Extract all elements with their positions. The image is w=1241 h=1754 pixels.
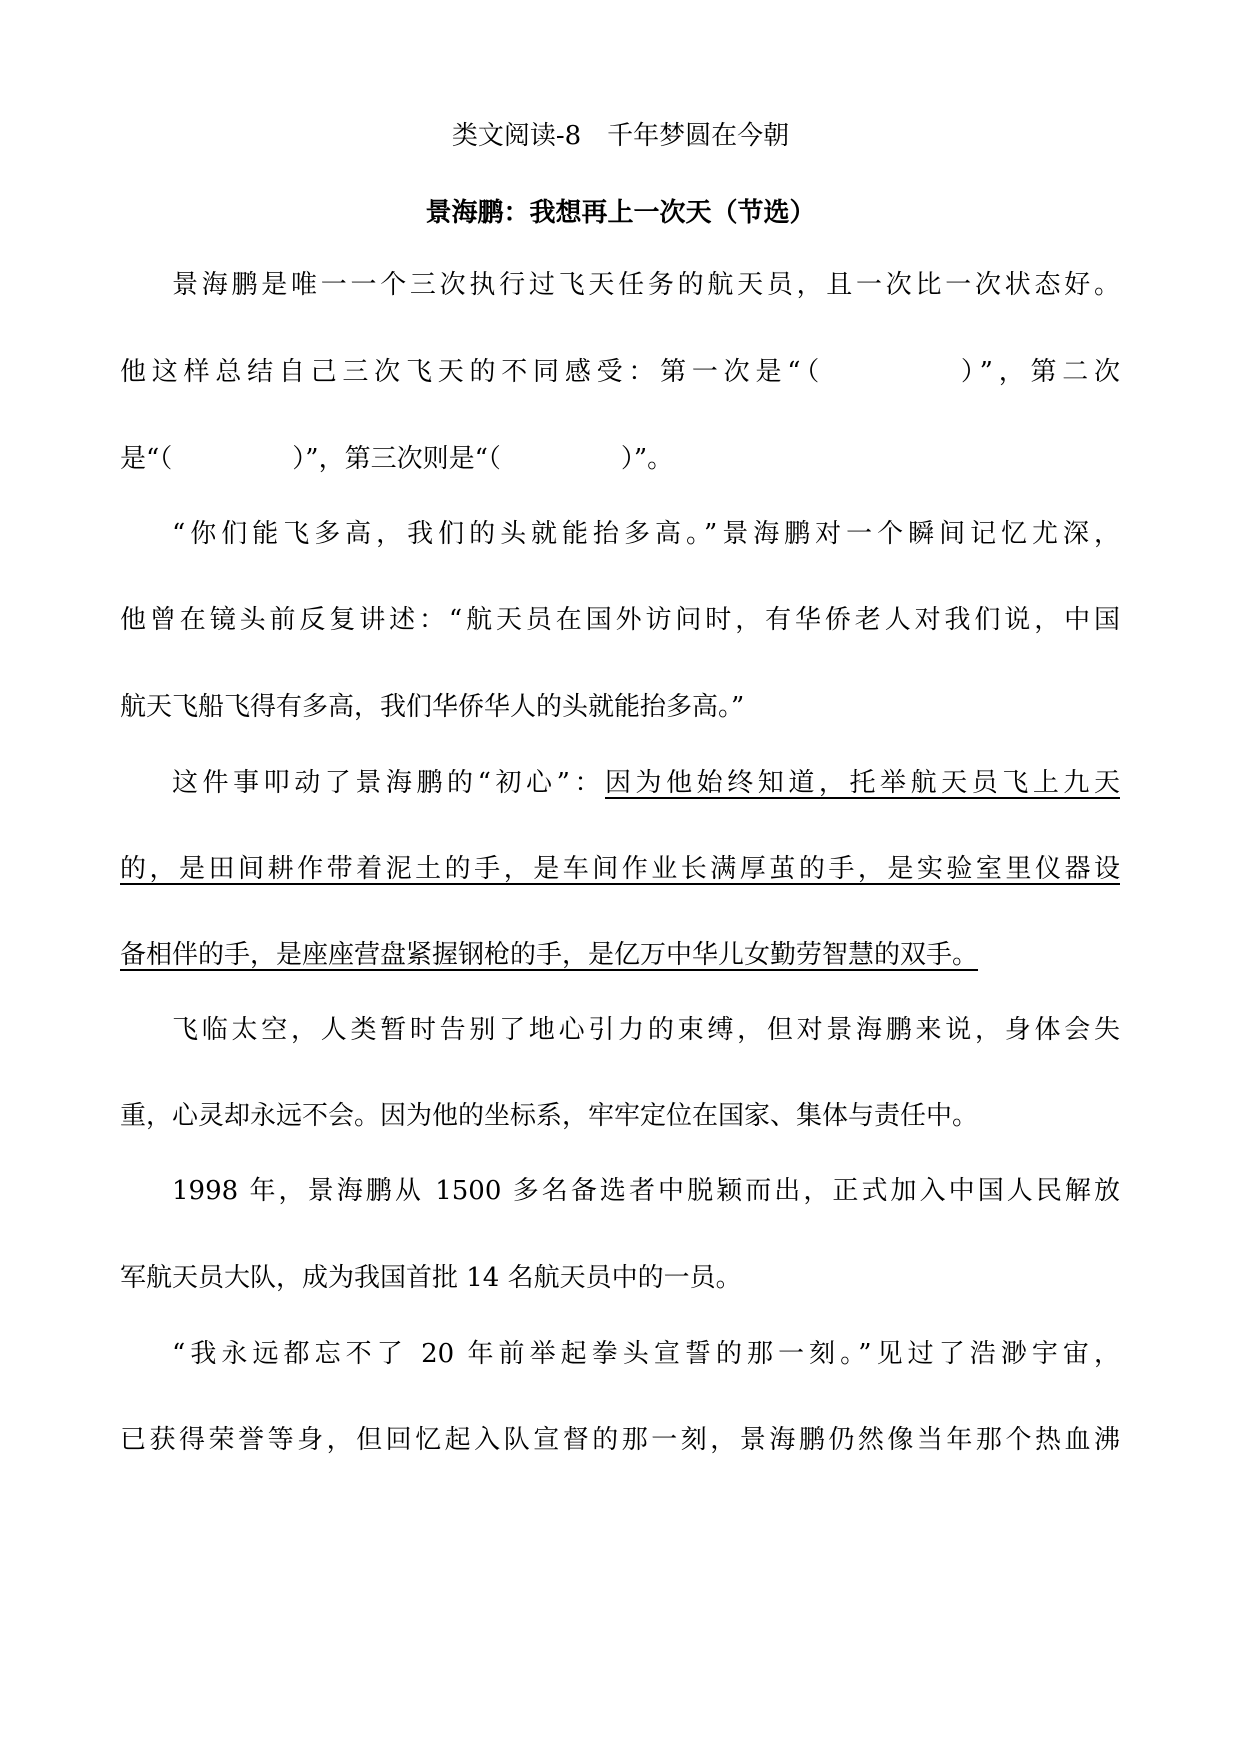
paragraph-6-line-1: “我永远都忘不了 20 年前举起拳头宣誓的那一刻。”见过了浩渺宇宙，: [172, 1339, 1120, 1369]
paragraph-4-line-2: 重，心灵却永远不会。因为他的坐标系，牢牢定位在国家、集体与责任中。: [120, 1101, 979, 1131]
paragraph-2-line-3: 航天飞船飞得有多高，我们华侨华人的头就能抬多高。”: [120, 692, 745, 722]
paragraph-1-line-2: [120, 355, 1120, 389]
text-segment: ）”。: [620, 444, 674, 474]
article-subtitle: 景海鹏：我想再上一次天（节选）: [425, 198, 816, 228]
paragraph-5-line-1: 1998 年，景海鹏从 1500 多名备选者中脱颖而出，正式加入中国人民解放: [172, 1176, 1120, 1206]
paragraph-6-line-2: 已获得荣誉等身，但回忆起入队宣督的那一刻，景海鹏仍然像当年那个热血沸: [120, 1425, 1120, 1455]
underlined-passage-line-3: 备相伴的手，是座座营盘紧握钢枪的手，是亿万中华儿女勤劳智慧的双手。: [120, 940, 979, 970]
text-segment: 这件事叩动了景海鹏的“初心”：: [172, 768, 605, 798]
paragraph-3-line-1: [172, 766, 1120, 800]
text-segment: ）”，第二次: [955, 357, 1121, 387]
text-segment: 他这样总结自己三次飞天的不同感受：第一次是“（: [120, 357, 826, 387]
text-segment: 是“（: [120, 444, 173, 474]
underlined-passage: 因为他始终知道，托举航天员飞上九天: [605, 768, 1120, 798]
paragraph-1-line-3: [120, 442, 1120, 476]
paragraph-2-line-2: 他曾在镜头前反复讲述：“航天员在国外访问时，有华侨老人对我们说，中国: [120, 605, 1120, 635]
paragraph-4-line-1: 飞临太空，人类暂时告别了地心引力的束缚，但对景海鹏来说，身体会失: [172, 1015, 1120, 1045]
paragraph-1-line-1: 景海鹏是唯一一个三次执行过飞天任务的航天员，且一次比一次状态好。: [172, 270, 1120, 300]
document-title: 类文阅读-8 千年梦圆在今朝: [451, 121, 790, 151]
text-segment: ）”，第三次则是“（: [292, 444, 501, 474]
paragraph-5-line-2: 军航天员大队，成为我国首批 14 名航天员中的一员。: [120, 1263, 742, 1293]
paragraph-2-line-1: “你们能飞多高，我们的头就能抬多高。”景海鹏对一个瞬间记忆尤深，: [172, 519, 1120, 549]
underlined-passage-line-2: 的，是田间耕作带着泥土的手，是车间作业长满厚茧的手，是实验室里仪器设: [120, 854, 1120, 884]
